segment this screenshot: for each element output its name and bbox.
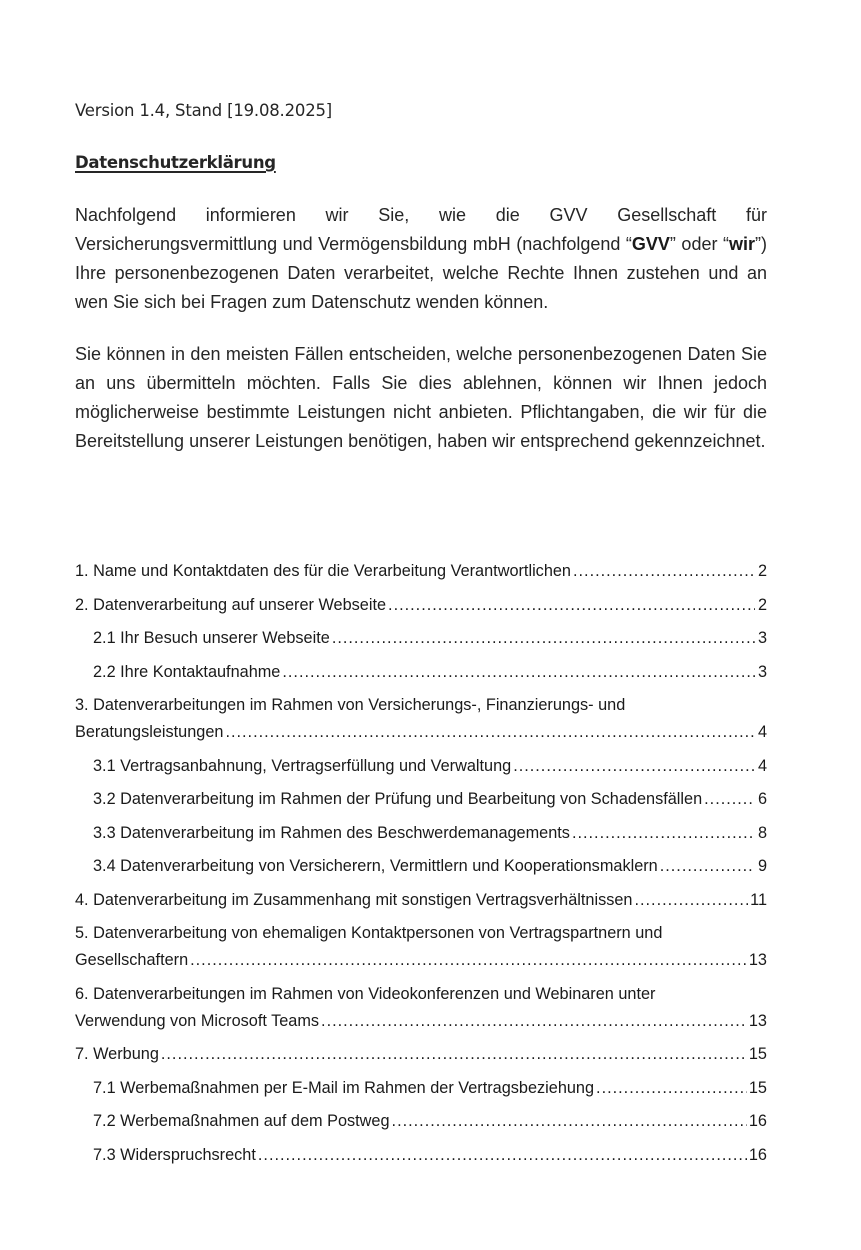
toc-entry-title: 1. Name und Kontaktdaten des für die Verarbeitung Verantwortlichen (75, 562, 571, 580)
toc-entry-title: 3.1 Vertragsanbahnung, Vertragserfüllung und Verwaltung (93, 756, 512, 775)
toc-page-number: 15 (748, 1078, 767, 1097)
toc-entry-first-line: 3. Datenverarbeitungen im Rahmen von Versicherungs-, Finanzierungs- und (75, 696, 626, 714)
intro-text: ” oder “ (669, 234, 729, 254)
toc-page-number: 2 (757, 562, 767, 580)
toc-page-number: 13 (748, 951, 767, 969)
toc-dot-leader (388, 593, 755, 617)
toc-entry[interactable] (75, 888, 767, 922)
toc-entry[interactable] (75, 1109, 767, 1143)
toc-entry-line (75, 1076, 767, 1110)
toc-dot-leader (282, 660, 755, 684)
toc-entry-title: 3.4 Datenverarbeitung von Versicherern, Vermittlern und Kooperationsmaklern (93, 857, 658, 875)
toc-dot-leader (573, 559, 755, 583)
toc-dot-leader (572, 821, 755, 845)
toc-entry-line (75, 821, 767, 855)
toc-page-number: 15 (748, 1045, 767, 1063)
intro-paragraph-2: Sie können in den meisten Fällen entscheiden, welche personenbezogenen Daten Sie an uns übermitteln möchten. Falls Sie dies ablehnen, können wir Ihnen jedoch möglicherweise bestimmte Leistungen nicht anbieten. Pflichtangaben, die wir für die Bereitstellung unserer Leistungen benötigen, haben wir entsprechend gekennzeichnet. (75, 344, 767, 451)
toc-dot-leader (513, 754, 755, 778)
toc-dot-leader (660, 854, 755, 878)
toc-entry-line (75, 888, 767, 922)
toc-page-number: 3 (757, 629, 767, 647)
toc-page-number: 4 (757, 723, 767, 741)
toc-entry-title: 3.2 Datenverarbeitung im Rahmen der Prüfung und Bearbeitung von Schadensfällen (93, 790, 703, 808)
toc-entry-line (75, 787, 767, 821)
toc-dot-leader (704, 787, 755, 811)
toc-entry-title: 2.2 Ihre Kontaktaufnahme (93, 662, 281, 681)
toc-entry-line (75, 948, 767, 982)
toc-entry[interactable] (75, 754, 767, 788)
toc-entry[interactable] (75, 693, 767, 754)
toc-page-number: 3 (757, 662, 767, 681)
toc-entry-line (75, 559, 767, 593)
toc-entry-title: 3.3 Datenverarbeitung im Rahmen des Beschwerdemanagements (93, 823, 570, 842)
toc-entry-line (75, 1143, 767, 1177)
toc-page-number: 8 (757, 823, 767, 842)
toc-entry[interactable] (75, 559, 767, 593)
toc-entry-line (75, 1042, 767, 1076)
toc-entry-title: Verwendung von Microsoft Teams (75, 1011, 320, 1030)
toc-entry-first-line: 6. Datenverarbeitungen im Rahmen von Videokonferenzen und Webinaren unter (75, 984, 656, 1003)
toc-entry-first-line: 5. Datenverarbeitung von ehemaligen Kontaktpersonen von Vertragspartnern und (75, 924, 663, 942)
toc-entry[interactable] (75, 593, 767, 627)
toc-entry[interactable] (75, 660, 767, 694)
toc-dot-leader (225, 720, 755, 744)
intro-text: ”) Ihre personenbezogenen Daten verarbeitet, welche Rechte Ihnen zustehen und an wen Sie sich bei Fragen zum Datenschutz wenden können. (75, 234, 767, 312)
toc-entry[interactable] (75, 921, 767, 982)
toc-entry-title: 4. Datenverarbeitung im Zusammenhang mit sonstigen Vertragsverhältnissen (75, 890, 633, 909)
toc-entry[interactable] (75, 1143, 767, 1177)
toc-page-number: 2 (757, 595, 767, 614)
toc-entry-line (75, 720, 767, 754)
toc-entry-line (75, 854, 767, 888)
toc-dot-leader (321, 1009, 747, 1033)
toc-entry[interactable] (75, 854, 767, 888)
toc-entry-line (75, 626, 767, 660)
intro-text: Nachfolgend informieren wir Sie, wie die GVV Gesellschaft für Versicherungsvermittlung und Vermögensbildung mbH (nachfolgend “ (75, 205, 767, 254)
toc-page-number: 13 (748, 1011, 767, 1030)
toc-entry-line (75, 593, 767, 627)
table-of-contents (75, 559, 767, 1176)
toc-entry-line (75, 1009, 767, 1043)
document-title: Datenschutzerklärung (75, 153, 276, 172)
toc-entry-line (75, 660, 767, 694)
toc-page-number: 16 (748, 1112, 767, 1130)
toc-entry-title: 2. Datenverarbeitung auf unserer Webseite (75, 595, 387, 614)
toc-dot-leader (190, 948, 747, 972)
toc-page-number: 6 (757, 790, 767, 808)
toc-entry-title: Beratungsleistungen (75, 723, 224, 741)
toc-entry-line (75, 754, 767, 788)
toc-page-number: 16 (748, 1145, 767, 1164)
wir-abbreviation: wir (728, 234, 755, 254)
gvv-abbreviation: GVV (631, 234, 670, 254)
toc-entry[interactable] (75, 787, 767, 821)
toc-dot-leader (332, 626, 755, 650)
toc-dot-leader (258, 1143, 747, 1167)
toc-entry-title: 7. Werbung (75, 1045, 159, 1063)
toc-entry-title: 2.1 Ihr Besuch unserer Webseite (93, 629, 330, 647)
toc-dot-leader (392, 1109, 747, 1133)
toc-entry[interactable] (75, 1076, 767, 1110)
toc-dot-leader (161, 1042, 747, 1066)
toc-entry[interactable] (75, 982, 767, 1043)
toc-page-number: 9 (757, 857, 767, 875)
toc-entry-title: 7.1 Werbemaßnahmen per E-Mail im Rahmen der Vertragsbeziehung (93, 1078, 595, 1097)
toc-dot-leader (634, 888, 748, 912)
toc-page-number: 4 (757, 756, 767, 775)
intro-paragraph-1 (75, 201, 767, 317)
toc-entry-title: 7.2 Werbemaßnahmen auf dem Postweg (93, 1112, 390, 1130)
version-stamp: Version 1.4, Stand [19.08.2025] (75, 101, 333, 120)
toc-page-number: 11 (750, 890, 767, 909)
toc-entry-title: Gesellschaftern (75, 951, 189, 969)
toc-entry-line (75, 1109, 767, 1143)
toc-entry[interactable] (75, 1042, 767, 1076)
toc-entry[interactable] (75, 626, 767, 660)
toc-dot-leader (596, 1076, 747, 1100)
toc-entry-title: 7.3 Widerspruchsrecht (93, 1145, 256, 1164)
toc-entry[interactable] (75, 821, 767, 855)
